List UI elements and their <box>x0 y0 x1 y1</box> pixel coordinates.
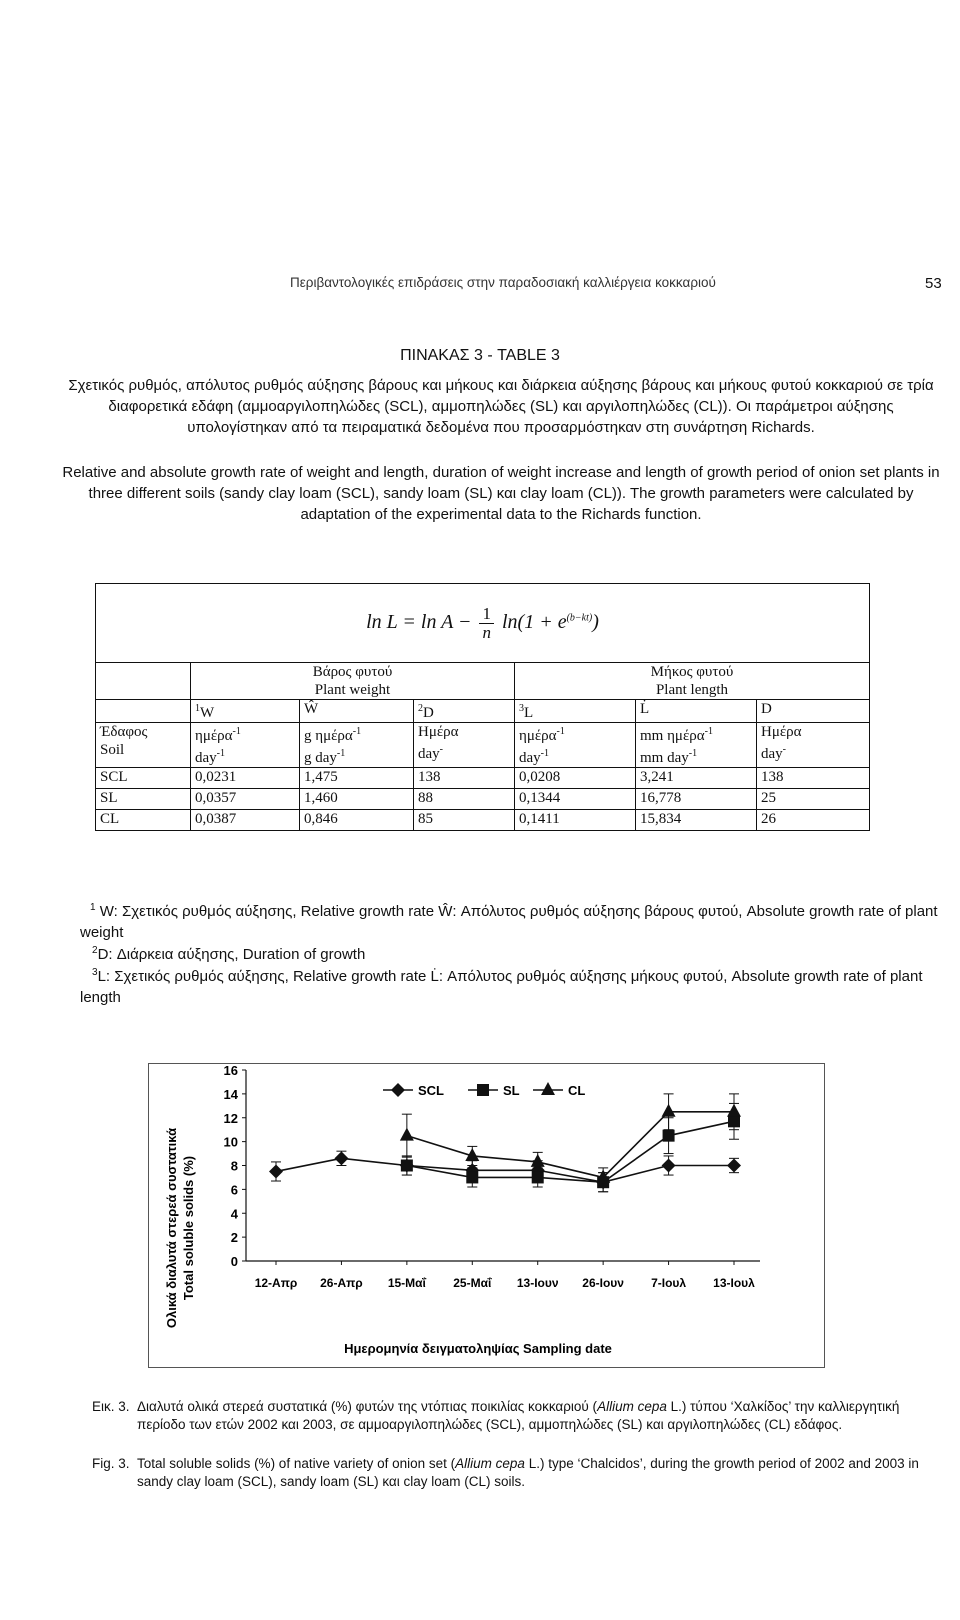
y-axis-label-greek: Ολικά διαλυτά στερεά συστατικά <box>164 1127 179 1329</box>
footnote-ref: 2 <box>418 703 423 714</box>
footnote-sup: 1 <box>90 902 96 913</box>
unit-w <box>191 723 300 768</box>
cell: 1,475 <box>300 768 414 789</box>
cell: 0,846 <box>300 810 414 831</box>
unit-greek: Ημέρα <box>418 724 459 740</box>
cell: 3,241 <box>636 768 757 789</box>
unit-sup: -1 <box>556 726 565 737</box>
richards-equation <box>96 584 870 663</box>
equation-lhs: ln L = ln A − <box>366 610 472 633</box>
plot-area <box>224 1063 760 1290</box>
x-tick-label: 13-Ιουλ <box>713 1276 755 1290</box>
unit-sup: -1 <box>336 748 346 759</box>
table-row <box>96 810 870 831</box>
unit-l <box>515 723 636 768</box>
symbol-d: D <box>423 705 434 721</box>
growth-parameters-table <box>95 583 870 831</box>
cell: CL <box>96 810 191 831</box>
cell: 0,0231 <box>191 768 300 789</box>
footnote-ref: 1 <box>195 703 200 714</box>
cell: 26 <box>757 810 870 831</box>
unit-sup: -1 <box>688 748 698 759</box>
cell: 85 <box>414 810 515 831</box>
scl-point <box>662 1159 676 1173</box>
footnote-text: W: Σχετικός ρυθμός αύξησης, Relative growth rate Ŵ: Απόλυτος ρυθμός αύξησης βάρους φυτού, Absolute growth rate of plant weight <box>80 903 938 941</box>
unit-sup: -1 <box>352 726 362 737</box>
x-tick-label: 12-Απρ <box>254 1276 298 1290</box>
sl-point <box>466 1171 478 1183</box>
table-row <box>96 768 870 789</box>
group-weight-greek: Βάρος φυτού <box>312 664 393 680</box>
y-tick-label: 8 <box>230 1158 238 1174</box>
cl-point <box>541 1082 555 1095</box>
cell: 138 <box>414 768 515 789</box>
footnote-ref: 3 <box>519 703 524 714</box>
sl-point <box>477 1084 489 1096</box>
cl-series-line <box>407 1112 734 1178</box>
species-name: Allium cepa <box>597 1399 667 1414</box>
cell: 15,834 <box>636 810 757 831</box>
y-tick-label: 14 <box>223 1086 238 1102</box>
header-l <box>515 700 636 723</box>
symbol-lhat: L̇ <box>640 701 650 717</box>
equation-denominator: n <box>482 622 491 642</box>
scl-point <box>334 1151 348 1165</box>
scl-point <box>269 1164 283 1178</box>
cl-point <box>662 1104 676 1117</box>
unit-english: g day <box>304 750 337 766</box>
unit-english: day <box>195 750 217 766</box>
x-tick-label: 7-Ιουλ <box>651 1276 687 1290</box>
unit-greek: mm ημέρα <box>640 728 705 744</box>
unit-english: mm day <box>640 750 689 766</box>
soil-header <box>96 723 191 768</box>
y-tick-label: 0 <box>230 1254 238 1269</box>
symbol-w: W <box>200 705 215 721</box>
unit-sup: -1 <box>232 726 241 737</box>
scl-point <box>727 1159 741 1173</box>
unit-greek: ημέρα <box>519 728 557 744</box>
y-tick-label: 4 <box>230 1206 238 1222</box>
cell: 0,1411 <box>515 810 636 831</box>
blank-cell <box>96 663 191 700</box>
symbol-l: L <box>524 705 534 721</box>
header-lhat <box>636 700 757 723</box>
cell: 16,778 <box>636 789 757 810</box>
figure-caption-greek <box>92 1398 937 1434</box>
tss-line-chart <box>148 1063 823 1366</box>
header-w <box>191 700 300 723</box>
unit-d2 <box>757 723 870 768</box>
x-tick-label: 13-Ιουν <box>516 1276 559 1290</box>
group-weight-english: Plant weight <box>314 682 391 698</box>
figure-label-greek: Εικ. 3. <box>92 1399 130 1414</box>
x-tick-label: 25-Μαΐ <box>453 1276 492 1290</box>
species-name: Allium cepa <box>455 1456 525 1471</box>
group-weight <box>191 663 515 700</box>
x-axis-label: Ημερομηνία δειγματοληψίας Sampling date <box>344 1341 612 1356</box>
symbol-d2: D <box>761 701 772 717</box>
header-what <box>300 700 414 723</box>
table-label: ΠΙΝΑΚΑΣ 3 - TABLE 3 <box>400 347 560 364</box>
footnote-1 <box>80 897 940 943</box>
caption-text: L.) τύπου ‘Χαλκίδος’ την καλλιεργητική περίοδο των ετών 2002 και 2003, σε αμμοαργιλοπηλώδες (SCL), αμμοπηλώδες (SL) και αργιλοπηλώδες (CL) εδάφος. <box>137 1399 900 1432</box>
cell: 0,1344 <box>515 789 636 810</box>
unit-d <box>414 723 515 768</box>
caption-text: Διαλυτά ολικά στερεά συστατικά (%) φυτών της ντόπιας ποικιλίας κοκκαριού ( <box>137 1399 598 1414</box>
footnote-sup: 3 <box>92 967 98 978</box>
unit-sup: -1 <box>216 748 226 759</box>
y-tick-label: 16 <box>223 1063 238 1078</box>
unit-sup: -1 <box>540 748 550 759</box>
equation-exponent: (b−kt) <box>566 611 593 623</box>
sl-point <box>532 1171 544 1183</box>
unit-english: day <box>418 746 440 762</box>
footnote-text: D: Διάρκεια αύξησης, Duration of growth <box>97 946 366 963</box>
x-tick-label: 26-Απρ <box>320 1276 363 1290</box>
sl-point <box>401 1160 413 1172</box>
figure-caption-english <box>92 1455 937 1491</box>
x-tick-label: 15-Μαΐ <box>387 1276 426 1290</box>
cell: 138 <box>757 768 870 789</box>
cl-point <box>727 1104 741 1117</box>
unit-lhat <box>636 723 757 768</box>
y-axis-label-english: Total soluble solids (%) <box>181 1155 196 1301</box>
y-tick-label: 2 <box>230 1230 238 1246</box>
unit-sup: - <box>782 744 787 755</box>
footnote-3 <box>80 962 940 1008</box>
legend-sl-label: SL <box>503 1083 520 1098</box>
cell: 25 <box>757 789 870 810</box>
table-row <box>96 789 870 810</box>
cell: SL <box>96 789 191 810</box>
legend-cl-label: CL <box>568 1083 586 1098</box>
header-d2 <box>757 700 870 723</box>
cell: 0,0357 <box>191 789 300 810</box>
footnote-sup: 2 <box>92 945 98 956</box>
group-length-english: Plant length <box>655 682 729 698</box>
figure-caption-greek-text <box>137 1398 937 1434</box>
scl-point <box>391 1083 405 1097</box>
y-tick-label: 12 <box>223 1110 238 1126</box>
equation-rhs: ln(1 + e <box>501 610 567 633</box>
symbol-what: Ŵ <box>304 701 319 717</box>
caption-text: Total soluble solids (%) of native variety of onion set ( <box>137 1456 456 1471</box>
soil-label-greek: Έδαφος <box>100 724 148 740</box>
sl-series-line <box>407 1121 734 1182</box>
caption-text: L.) type ‘Chalcidos’, during the growth period of 2002 and 2003 in sandy clay loam (SCL), sandy loam (SL) και clay loam (CL) soils. <box>137 1456 919 1489</box>
running-title: Περιβαντολογικές επιδράσεις στην παραδοσιακή καλλιέργεια κοκκαριού <box>290 275 716 290</box>
x-tick-label: 26-Ιουν <box>582 1276 624 1290</box>
unit-english: day <box>761 746 783 762</box>
header-d <box>414 700 515 723</box>
footnote-text: L: Σχετικός ρυθμός αύξησης, Relative growth rate L̇: Απόλυτος ρυθμός αύξησης μήκους φυτού, Absolute growth rate of plant length <box>80 968 923 1006</box>
equation-fraction <box>479 605 494 642</box>
figure-label-english: Fig. 3. <box>92 1456 130 1471</box>
soil-label-english: Soil <box>100 742 125 758</box>
sl-point <box>663 1130 675 1142</box>
unit-english: day <box>519 750 541 766</box>
group-length-greek: Μήκος φυτού <box>650 664 734 680</box>
unit-what <box>300 723 414 768</box>
unit-greek: ημέρα <box>195 728 233 744</box>
group-length <box>515 663 870 700</box>
cell: 88 <box>414 789 515 810</box>
figure-caption-english-text <box>137 1455 937 1491</box>
cell: 0,0208 <box>515 768 636 789</box>
equation-numerator: 1 <box>479 605 494 624</box>
cell: 0,0387 <box>191 810 300 831</box>
legend-scl-label: SCL <box>418 1083 444 1098</box>
unit-sup: -1 <box>704 726 713 737</box>
cell: 1,460 <box>300 789 414 810</box>
page-number: 53 <box>925 275 942 292</box>
blank-cell <box>96 700 191 723</box>
cl-point <box>400 1128 414 1141</box>
cell: SCL <box>96 768 191 789</box>
unit-greek: Ημέρα <box>761 724 802 740</box>
equation-close: ) <box>592 610 599 633</box>
y-tick-label: 6 <box>230 1182 238 1198</box>
table-caption-greek: Σχετικός ρυθμός, απόλυτος ρυθμός αύξησης βάρους και μήκους και διάρκεια αύξησης βάρους και μήκους φυτού κοκκαριού σε τρία διαφορετικά εδάφη (αμμοαργιλοπηλώδες (SCL), αμμοπηλώδες (SL) και αργιλοπηλώδες (CL)). Οι παράμετροι αύξησης υπολογίστηκαν από τα πειραματικά δεδομένα που προσαρμόστηκαν στη συνάρτηση Richards. <box>68 377 934 436</box>
unit-greek: g ημέρα <box>304 728 353 744</box>
unit-sup: - <box>439 744 444 755</box>
table-caption-english: Relative and absolute growth rate of weight and length, duration of weight increase and length of growth period of onion set plants in three different soils (sandy clay loam (SCL), sandy loam (SL) και clay loam (CL)). The growth parameters were calculated by adaptation of the experimental data to the Richards function. <box>62 464 940 523</box>
y-tick-label: 10 <box>223 1134 238 1150</box>
